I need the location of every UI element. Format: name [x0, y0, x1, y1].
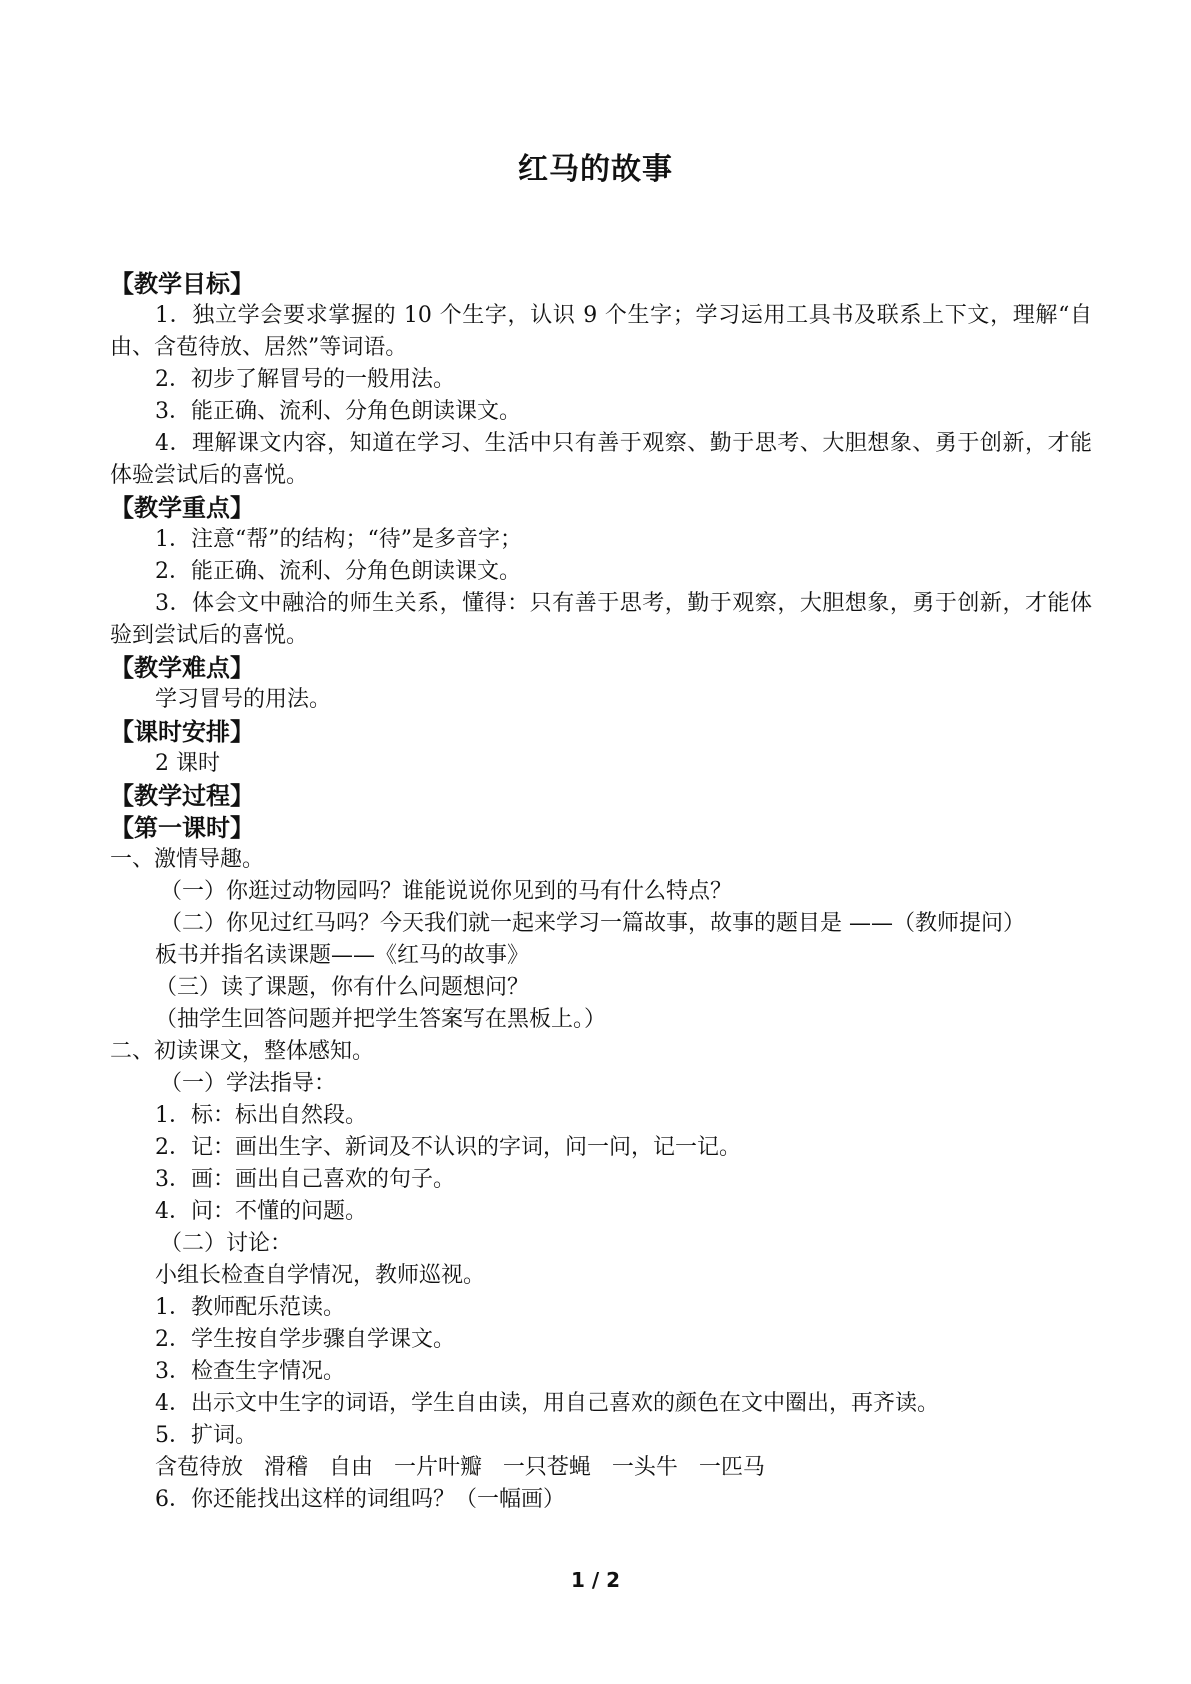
document-title: 红马的故事 [518, 152, 673, 187]
part-title: 二、初读课文，整体感知。 [110, 1039, 375, 1064]
list-item: （一）学法指导： [160, 1071, 337, 1096]
key-point-item: 3．体会文中融洽的师生关系，懂得：只有善于思考，勤于观察，大胆想象，勇于创新，才能体验到尝试后的喜悦。 [110, 591, 1092, 648]
list-item: 板书并指名读课题——《红马的故事》 [155, 943, 530, 968]
list-item: 2．记：画出生字、新词及不认识的字词，问一问，记一记。 [155, 1135, 741, 1160]
list-item: （抽学生回答问题并把学生答案写在黑板上。） [155, 1007, 607, 1032]
list-item: 5．扩词。 [155, 1423, 257, 1448]
section-heading-process: 【教学过程】 [110, 782, 254, 810]
difficulty-text: 学习冒号的用法。 [155, 687, 332, 712]
document-body [110, 268, 1092, 1516]
list-item: 3．检查生字情况。 [155, 1359, 345, 1384]
list-item: （二）你见过红马吗？今天我们就一起来学习一篇故事，故事的题目是 ——（教师提问） [160, 911, 1025, 936]
list-item: 2．学生按自学步骤自学课文。 [155, 1327, 455, 1352]
schedule-text: 2 课时 [155, 751, 220, 776]
objective-item: 1．独立学会要求掌握的 10 个生字，认识 9 个生字；学习运用工具书及联系上下文，理解“自由、含苞待放、居然”等词语。 [110, 303, 1092, 360]
section-heading-first-lesson: 【第一课时】 [110, 814, 254, 842]
word-list: 含苞待放 滑稽 自由 一片叶瓣 一只苍蝇 一头牛 一匹马 [155, 1455, 765, 1480]
key-point-item: 1．注意“帮”的结构；“待”是多音字； [155, 527, 522, 552]
list-item: （二）讨论： [160, 1231, 293, 1256]
objective-item: 2．初步了解冒号的一般用法。 [155, 367, 455, 392]
list-item: 1．标：标出自然段。 [155, 1103, 367, 1128]
list-item: 3．画：画出自己喜欢的句子。 [155, 1167, 455, 1192]
section-heading-schedule: 【课时安排】 [110, 718, 254, 746]
page-indicator: 1 / 2 [570, 1568, 621, 1592]
objective-item: 3．能正确、流利、分角色朗读课文。 [155, 399, 521, 424]
part-title: 一、激情导趣。 [110, 847, 265, 872]
list-item: 6．你还能找出这样的词组吗？（一幅画） [155, 1487, 565, 1512]
list-item: 小组长检查自学情况，教师巡视。 [155, 1263, 486, 1288]
list-item: 4．问：不懂的问题。 [155, 1199, 367, 1224]
list-item: 1．教师配乐范读。 [155, 1295, 345, 1320]
section-heading-key-points: 【教学重点】 [110, 494, 254, 522]
list-item: （一）你逛过动物园吗？谁能说说你见到的马有什么特点？ [160, 879, 733, 904]
list-item: （三）读了课题，你有什么问题想问？ [155, 975, 530, 1000]
list-item: 4．出示文中生字的词语，学生自由读，用自己喜欢的颜色在文中圈出，再齐读。 [155, 1391, 939, 1416]
key-point-item: 2．能正确、流利、分角色朗读课文。 [155, 559, 521, 584]
section-heading-objectives: 【教学目标】 [110, 270, 254, 298]
objective-item: 4．理解课文内容，知道在学习、生活中只有善于观察、勤于思考、大胆想象、勇于创新，才能体验尝试后的喜悦。 [110, 431, 1092, 488]
section-heading-difficulty: 【教学难点】 [110, 654, 254, 682]
